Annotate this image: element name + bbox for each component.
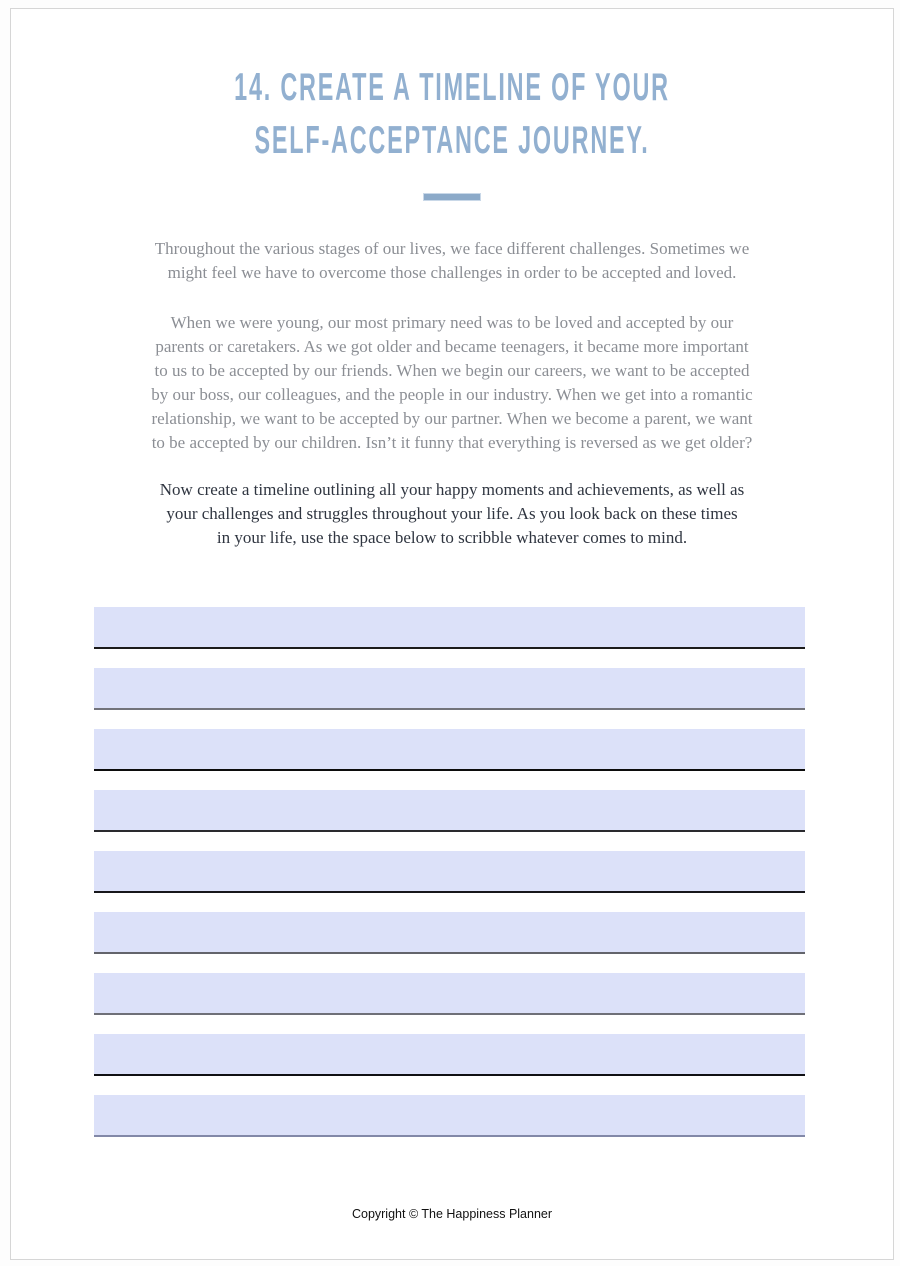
intro-paragraph-1 <box>11 237 893 285</box>
writing-line-input[interactable] <box>94 1095 805 1137</box>
writing-line-input[interactable] <box>94 607 805 649</box>
paragraph-line: your challenges and struggles throughout your life. As you look back on these times <box>166 504 738 523</box>
copyright-footer: Copyright © The Happiness Planner <box>351 1207 553 1221</box>
instruction-paragraph <box>11 478 893 550</box>
writing-lines-area <box>94 607 805 1137</box>
paragraph-line: to us to be accepted by our friends. When we begin our careers, we want to be accepted <box>154 361 750 380</box>
title-divider <box>423 193 481 201</box>
paragraph-line: parents or caretakers. As we got older and became teenagers, it became more important <box>155 337 749 356</box>
writing-line-input[interactable] <box>94 973 805 1015</box>
paragraph-line: Throughout the various stages of our lives, we face different challenges. Sometimes we <box>154 239 750 258</box>
writing-line-input[interactable] <box>94 851 805 893</box>
paragraph-line: Now create a timeline outlining all your happy moments and achievements, as well as <box>159 480 745 499</box>
page-title-line-2: SELF-ACCEPTANCE JOURNEY. <box>254 119 650 162</box>
paragraph-line: to be accepted by our children. Isn’t it funny that everything is reversed as we get older? <box>151 433 753 452</box>
paragraph-line: by our boss, our colleagues, and the people in our industry. When we get into a romantic <box>151 385 753 404</box>
paragraph-line: When we were young, our most primary need was to be loved and accepted by our <box>170 313 734 332</box>
document-page <box>10 8 894 1260</box>
writing-line-input[interactable] <box>94 729 805 771</box>
paragraph-line: relationship, we want to be accepted by our partner. When we become a parent, we want <box>151 409 753 428</box>
writing-line-input[interactable] <box>94 668 805 710</box>
page-title-line-1: 14. CREATE A TIMELINE OF YOUR <box>234 66 670 109</box>
writing-line-input[interactable] <box>94 1034 805 1076</box>
page-title <box>11 9 893 167</box>
paragraph-line: in your life, use the space below to scribble whatever comes to mind. <box>216 528 688 547</box>
intro-paragraph-2 <box>11 311 893 455</box>
writing-line-input[interactable] <box>94 912 805 954</box>
writing-line-input[interactable] <box>94 790 805 832</box>
paragraph-line: might feel we have to overcome those challenges in order to be accepted and loved. <box>167 263 737 282</box>
